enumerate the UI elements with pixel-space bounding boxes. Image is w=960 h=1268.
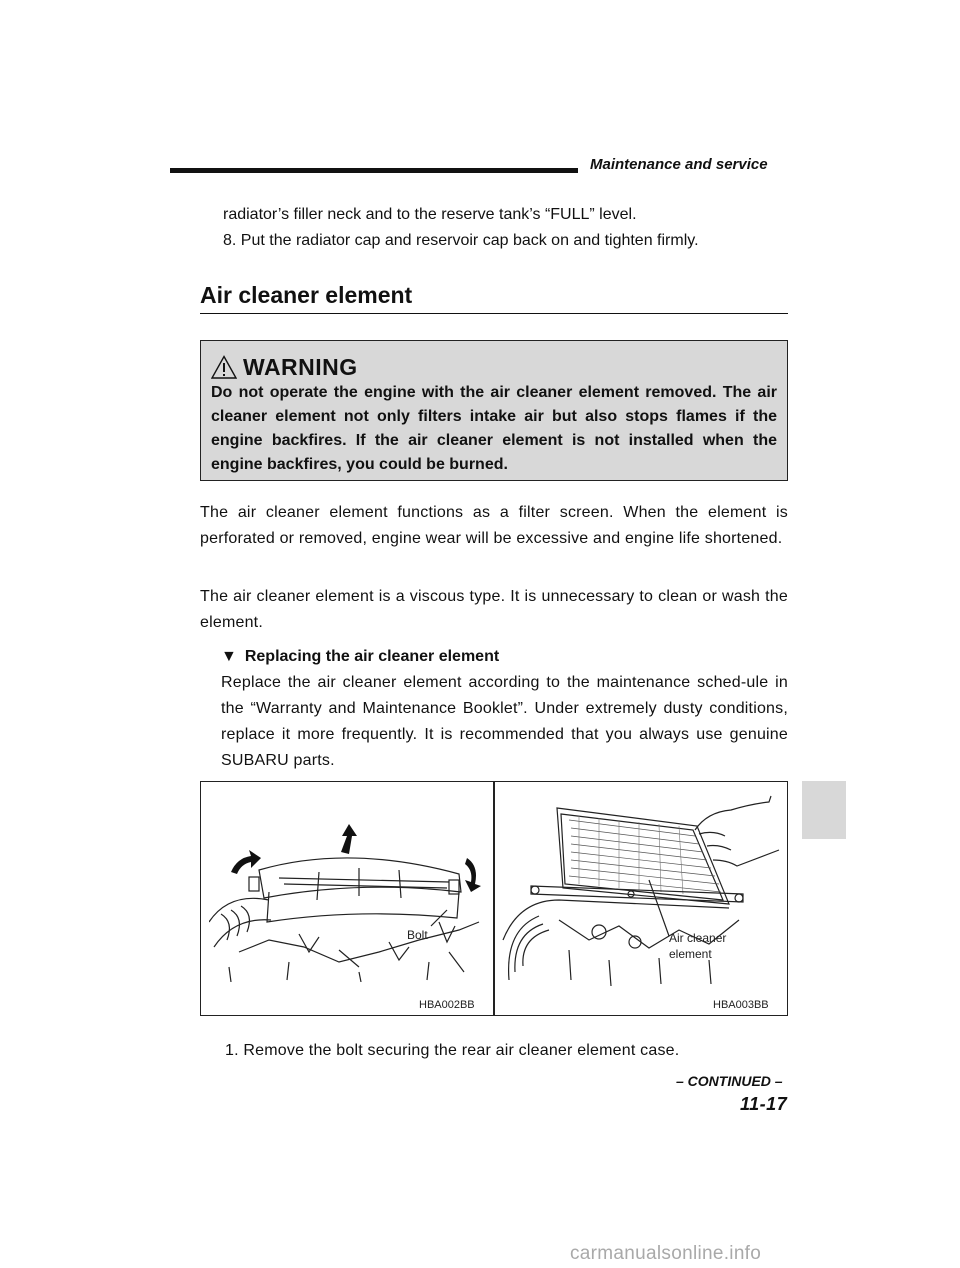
paragraph-viscous-type: The air cleaner element is a viscous type. It is unnecessary to clean or wash the element.	[200, 588, 788, 631]
continued-line-1: radiator’s filler neck and to the reserve tank’s “FULL” level.	[223, 206, 637, 223]
section-title: Air cleaner element	[200, 282, 413, 308]
header-rule	[170, 168, 578, 173]
watermark-text: carmanualsonline.info	[570, 1243, 762, 1264]
figure-callout-air-cleaner-line2: element	[669, 947, 712, 961]
warning-box	[200, 340, 788, 481]
subsection-heading	[221, 648, 499, 666]
figure-divider	[493, 782, 495, 1015]
figure-code-right: HBA003BB	[713, 999, 769, 1011]
figure-callout-bolt: Bolt	[407, 928, 428, 942]
warning-heading	[211, 351, 777, 381]
figure-callout-air-cleaner-line1: Air cleaner	[669, 931, 727, 945]
paragraph-filter-screen: The air cleaner element functions as a filter screen. When the element is perforated or removed, engine wear will be excessive and engine life shortened.	[200, 504, 788, 547]
continued-text	[223, 202, 793, 254]
step-1-text: 1. Remove the bolt securing the rear air cleaner element case.	[225, 1042, 680, 1059]
page-number: 11-17	[740, 1094, 788, 1114]
continued-line-2: 8. Put the radiator cap and reservoir cap back on and tighten firmly.	[223, 232, 699, 249]
air-cleaner-case-illustration	[209, 822, 487, 982]
figure-callout-air-cleaner	[669, 930, 726, 962]
continued-label: – CONTINUED –	[676, 1073, 783, 1089]
air-cleaner-element-illustration	[499, 790, 783, 988]
header-section-title: Maintenance and service	[590, 156, 768, 173]
section-rule	[200, 313, 788, 314]
chapter-side-tab	[802, 781, 846, 839]
triangle-marker-icon: ▼	[221, 648, 237, 665]
figure-code-left: HBA002BB	[419, 999, 475, 1011]
warning-title: WARNING	[243, 354, 358, 380]
warning-triangle-icon	[211, 355, 237, 379]
subsection-body: Replace the air cleaner element according to the maintenance sched-ule in the “Warranty and Maintenance Booklet”. Under extremely dusty conditions, replace it more frequently. It is recommended that you always use genuine SUBARU parts.	[221, 674, 788, 769]
figure-panel	[200, 781, 788, 1016]
subsection-title: Replacing the air cleaner element	[244, 648, 500, 665]
warning-body: Do not operate the engine with the air cleaner element removed. The air cleaner element not only filters intake air but also stops flames if the engine backfires. If the air cleaner element is not installed when the engine backfires, you could be burned.	[211, 384, 777, 473]
